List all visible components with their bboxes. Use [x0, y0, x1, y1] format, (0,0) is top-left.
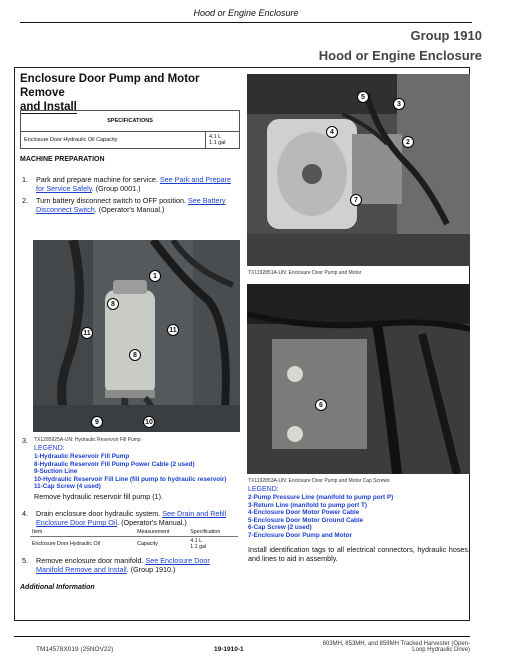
spec-heading: SPECIFICATIONS	[21, 111, 240, 132]
capscrews-legend	[248, 494, 470, 539]
row-spec-us: 1.1 gal	[190, 544, 207, 550]
capscrews-caption: TX1192853A-UN: Enclosure Door Pump and Motor Cap Screws	[248, 478, 390, 484]
capscrews-illustration	[247, 284, 470, 474]
callout-5: 5	[357, 91, 369, 103]
drain-refill-link[interactable]: See Drain and Refill	[162, 509, 227, 518]
additional-info: Additional Information	[20, 584, 95, 591]
step-ref: . (Operator's Manual.)	[117, 518, 187, 527]
legend-item: 2-Pump Pressure Line (manifold to pump port P)	[248, 494, 394, 501]
legend-item: 10-Hydraulic Reservoir Fill Line (fill pump to hydraulic reservoir)	[34, 475, 227, 483]
motor-illustration	[247, 74, 470, 266]
reservoir-illustration	[33, 240, 240, 432]
callout-11: 11	[81, 327, 93, 339]
capscrews-legend-heading: LEGEND:	[248, 486, 279, 493]
specifications-table	[20, 110, 240, 149]
manifold-remove-install-link[interactable]: Manifold Remove and Install	[36, 565, 127, 574]
group-title: Hood or Engine Enclosure	[318, 48, 482, 63]
legend-item: 9-Suction Line	[34, 468, 78, 475]
step-number: 4.	[22, 509, 28, 518]
spec-value-us: 1.1 gal	[209, 140, 226, 146]
footer-model-line2: Loop Hydraulic Drive)	[412, 647, 470, 653]
step-4	[22, 509, 242, 529]
step-text: Drain enclosure door hydraulic system.	[36, 509, 161, 518]
callout-8: 8	[107, 298, 119, 310]
spec-value-metric: 4.1 L	[209, 134, 222, 140]
callout-10: 10	[143, 416, 155, 428]
col-item: Item	[30, 528, 135, 537]
callout-7: 7	[350, 194, 362, 206]
callout-11-b: 11	[167, 324, 179, 336]
col-measurement: Measurement	[135, 528, 188, 537]
step-text: Turn battery disconnect switch to OFF position.	[36, 196, 186, 205]
footer-model-line1: 803MH, 853MH, and 859MH Tracked Harvester (Open-	[322, 641, 470, 647]
callout-1: 1	[149, 270, 161, 282]
step-ref: . (Operator's Manual.)	[94, 205, 165, 214]
door-pump-oil-link[interactable]: Enclosure Door Pump Oil	[36, 518, 118, 527]
row-spec	[188, 537, 238, 552]
col-spec: Specification	[188, 528, 238, 537]
row-spec-metric: 4.1 L	[190, 538, 203, 544]
disconnect-switch-link[interactable]: Disconnect Switch	[36, 205, 95, 214]
legend-item: 7-Enclosure Door Pump and Motor	[248, 531, 352, 539]
step-number: 5.	[22, 556, 28, 565]
legend-item: 6-Cap Screw (2 used)	[248, 524, 312, 531]
footer-doc-id: TM14578X019 (25NOV22)	[36, 646, 114, 653]
legend-item: 1-Hydraulic Reservoir Fill Pump	[34, 453, 130, 460]
callout-2: 2	[402, 136, 414, 148]
legend-item: 3-Return Line (manifold to pump port T)	[248, 501, 367, 509]
legend-item: 4-Enclosure Door Motor Power Cable	[248, 509, 360, 516]
capacity-table	[30, 528, 238, 551]
step-5	[22, 556, 242, 576]
legend-item: 5-Enclosure Door Motor Ground Cable	[248, 516, 364, 524]
callout-4: 4	[326, 126, 338, 138]
capscrews-photo	[247, 284, 470, 474]
battery-link[interactable]: See Battery	[187, 196, 226, 205]
row-measurement: Capacity	[135, 537, 188, 552]
step-ref: . (Group 0001.)	[91, 184, 141, 193]
row-item: Enclosure Door Hydraulic Oil	[30, 537, 135, 552]
spec-value	[206, 132, 240, 149]
park-prepare-link[interactable]: See Park and Prepare	[159, 175, 231, 184]
callout-6: 6	[315, 399, 327, 411]
reservoir-legend-heading: LEGEND:	[34, 445, 65, 452]
motor-photo	[247, 74, 470, 266]
motor-caption: TX1192851A-UN: Enclosure Door Pump and Motor	[248, 270, 362, 276]
reservoir-caption: TX1285925A-UN: Hydraulic Reservoir Fill Pump	[34, 437, 141, 443]
step-1	[22, 175, 242, 195]
footer-model	[290, 641, 470, 653]
callout-3: 3	[393, 98, 405, 110]
section-title-line2: and Install	[20, 101, 77, 113]
callout-8-b: 8	[129, 349, 141, 361]
spec-row-label: Enclosure Door Hydraulic Oil Capacity	[21, 132, 206, 149]
step-number: 1.	[22, 175, 28, 184]
footer-rule	[14, 636, 470, 637]
prep-heading: MACHINE PREPARATION	[20, 156, 105, 163]
reservoir-legend	[34, 453, 249, 491]
step-2	[22, 196, 242, 216]
running-header: Hood or Engine Enclosure	[20, 8, 472, 23]
service-safely-link[interactable]: for Service Safely	[36, 184, 92, 193]
group-number: Group 1910	[410, 28, 482, 43]
step-text: Remove enclosure door manifold.	[36, 556, 144, 565]
install-note: Install identification tags to all electrical connectors, hydraulic hoses, and lines to aid in assembly.	[248, 545, 470, 563]
legend-item: 8-Hydraulic Reservoir Fill Pump Power Cable (2 used)	[34, 460, 195, 468]
section-title	[20, 72, 240, 114]
step-number: 2.	[22, 196, 28, 205]
step-text: Park and prepare machine for service.	[36, 175, 158, 184]
callout-9: 9	[91, 416, 103, 428]
step-3-text: Remove hydraulic reservoir fill pump (1).	[34, 492, 164, 501]
step-ref: . (Group 1910.)	[126, 565, 176, 574]
footer-page: 19-1910-1	[214, 646, 244, 653]
section-title-line1: Enclosure Door Pump and Motor Remove	[20, 73, 200, 99]
door-manifold-link[interactable]: See Enclosure Door	[145, 556, 210, 565]
reservoir-photo	[33, 240, 240, 432]
step-3-number: 3.	[22, 436, 28, 445]
legend-item: 11-Cap Screw (4 used)	[34, 483, 101, 490]
